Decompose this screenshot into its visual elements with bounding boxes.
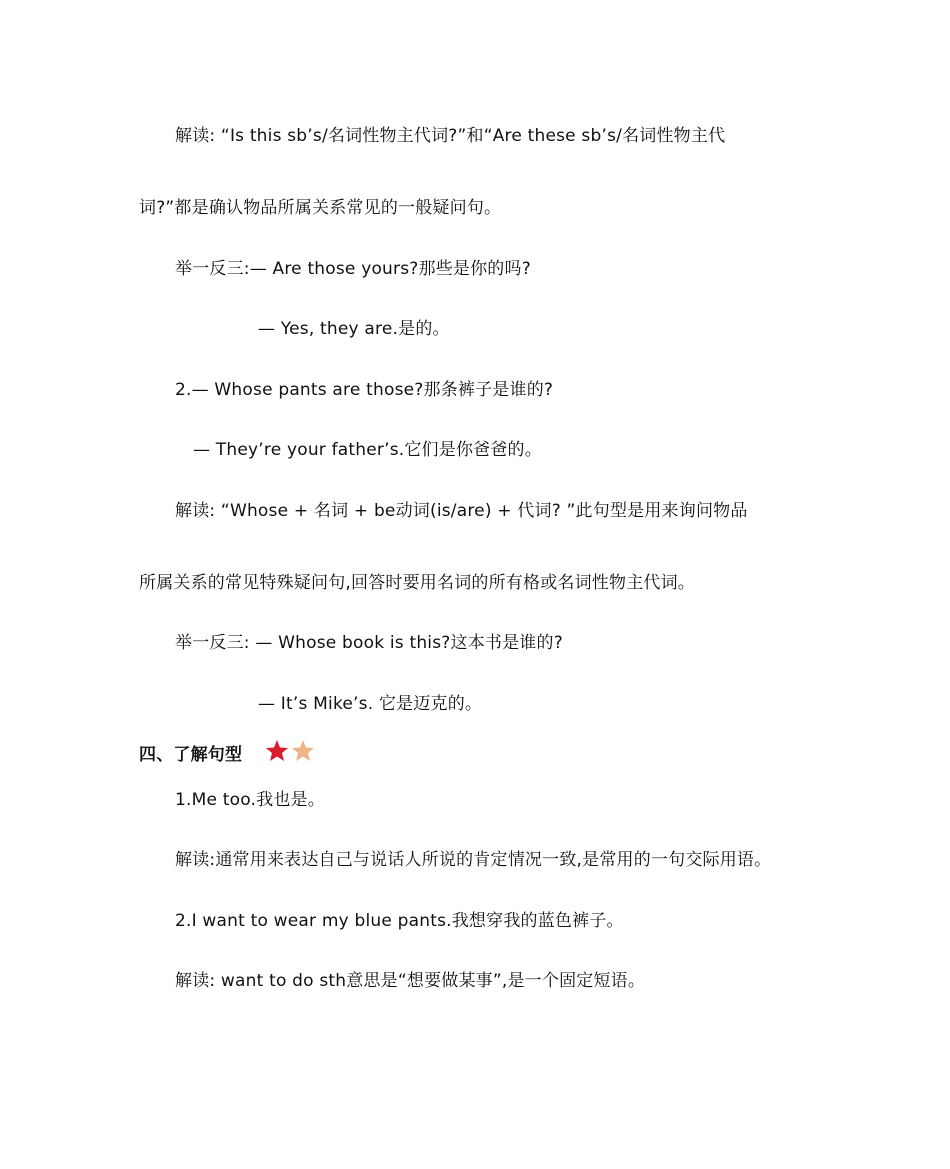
text-line: — They’re your father’s.它们是你爸爸的。: [193, 440, 542, 460]
text-line: 解读:通常用来表达自己与说话人所说的肯定情况一致,是常用的一句交际用语。: [175, 850, 772, 870]
rating-stars: [266, 739, 316, 763]
text-line: 举一反三:— Are those yours?那些是你的吗?: [175, 259, 531, 279]
text-line: 2.— Whose pants are those?那条裤子是谁的?: [175, 380, 554, 400]
text-line: — Yes, they are.是的。: [258, 319, 450, 339]
text-line: 解读: want to do sth意思是“想要做某事”,是一个固定短语。: [175, 971, 646, 991]
star-icon: [266, 740, 288, 761]
text-line: 1.Me too.我也是。: [175, 790, 325, 810]
text-line: 解读: “Whose + 名词 + be动词(is/are) + 代词? ”此句型是用来询问物品: [175, 501, 748, 521]
star-icon: [292, 740, 314, 761]
text-line: — It’s Mike’s. 它是迈克的。: [258, 694, 483, 714]
section-heading: 四、了解句型: [139, 745, 243, 765]
text-line: 2.I want to wear my blue pants.我想穿我的蓝色裤子。: [175, 911, 624, 931]
text-line: 所属关系的常见特殊疑问句,回答时要用名词的所有格或名词性物主代词。: [139, 573, 696, 593]
text-line: 词?”都是确认物品所属关系常见的一般疑问句。: [139, 198, 502, 218]
text-line: 举一反三: — Whose book is this?这本书是谁的?: [175, 633, 563, 653]
text-line: 解读: “Is this sb’s/名词性物主代词?”和“Are these sb’s/名词性物主代: [175, 126, 726, 146]
